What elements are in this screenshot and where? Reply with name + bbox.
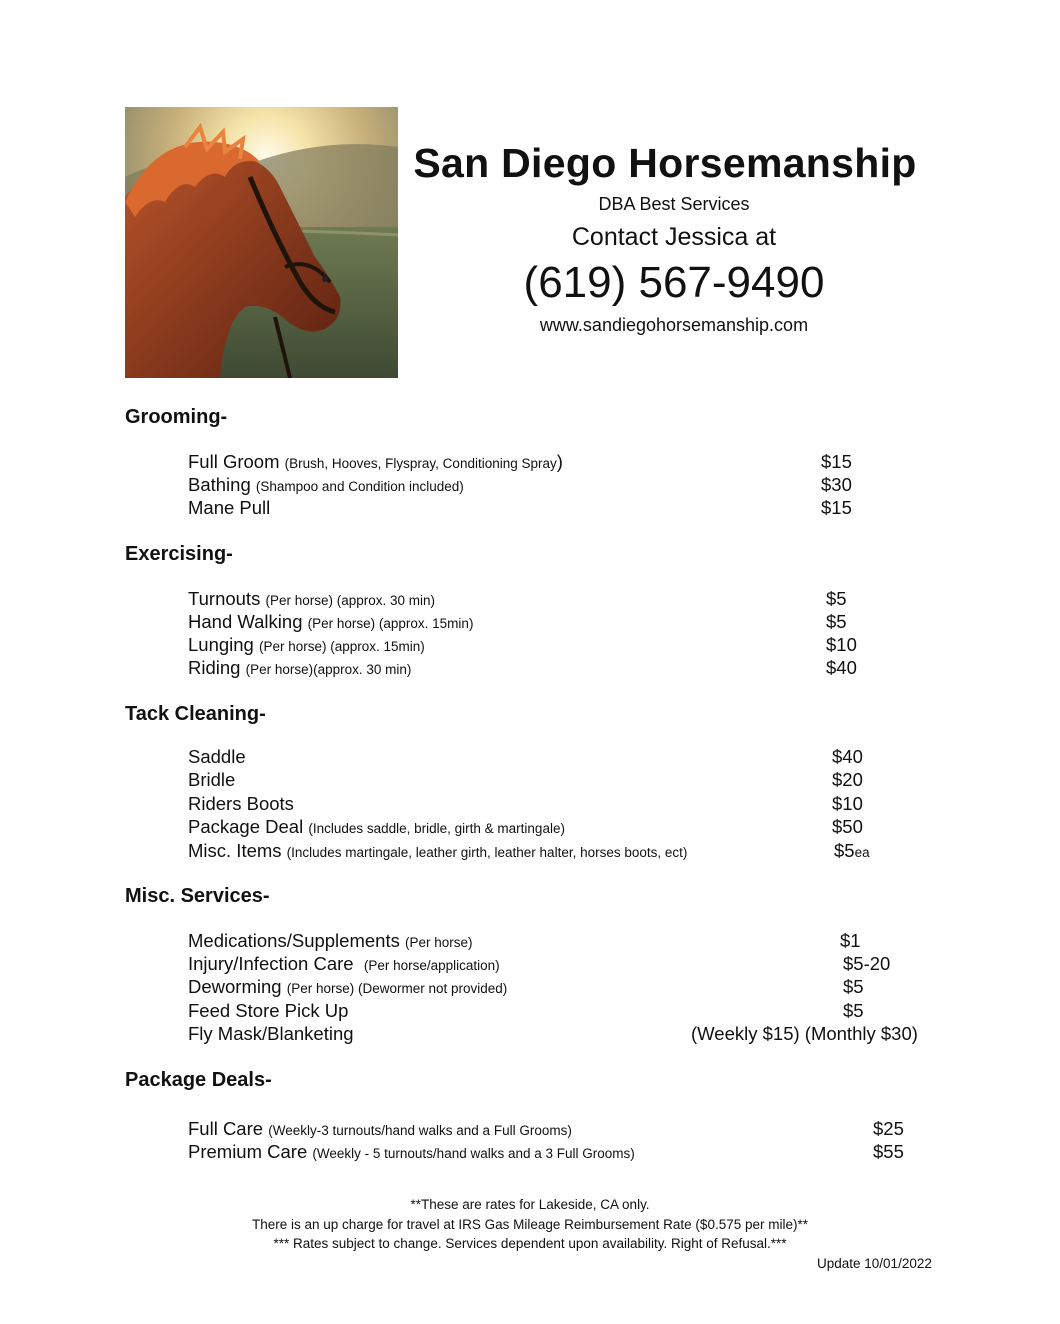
- price-suffix: ea: [854, 845, 870, 860]
- service-note: (Per horse) (approx. 15min): [307, 616, 474, 631]
- service-name: Full Care: [188, 1118, 264, 1139]
- service-note: (Brush, Hooves, Flyspray, Conditioning Spray: [284, 456, 557, 471]
- service-price: $15: [821, 497, 852, 518]
- service-price: $5: [843, 976, 864, 997]
- service-item: [188, 1000, 348, 1022]
- service-note: (Includes saddle, bridle, girth & martingale): [308, 821, 565, 836]
- service-item: [188, 840, 687, 862]
- service-note: (Per horse) (approx. 15min): [258, 639, 425, 654]
- footer-note-location: **These are rates for Lakeside, CA only.: [410, 1197, 650, 1212]
- service-price: $1: [840, 930, 861, 951]
- service-note: (Weekly - 5 turnouts/hand walks and a 3 Full Grooms): [312, 1146, 635, 1161]
- service-price: $5-20: [843, 953, 891, 974]
- service-price: (Weekly $15) (Monthly $30): [691, 1023, 918, 1044]
- service-note: (Per horse): [404, 935, 473, 950]
- service-note-end: ): [556, 451, 563, 472]
- service-price: $40: [826, 657, 857, 678]
- service-price: $20: [832, 769, 863, 790]
- contact-line: Contact Jessica at: [571, 223, 777, 251]
- service-item: [188, 497, 270, 519]
- service-item: [188, 953, 500, 975]
- service-item: [188, 769, 235, 791]
- footer-note-travel: There is an up charge for travel at IRS Gas Mileage Reimbursement Rate ($0.575 per mile)**: [251, 1217, 808, 1232]
- service-name: Medications/Supplements: [188, 930, 400, 951]
- service-price: $10: [826, 634, 857, 655]
- service-name: Bathing: [188, 474, 251, 495]
- service-item: [188, 976, 507, 998]
- service-item: [188, 930, 473, 952]
- service-name: Fly Mask/Blanketing: [188, 1023, 354, 1044]
- service-name: Turnouts: [188, 588, 261, 609]
- service-item: [188, 793, 294, 815]
- service-name: Riders Boots: [188, 793, 294, 814]
- price-value: $5: [834, 840, 855, 861]
- section-heading-misc-services: Misc. Services-: [125, 885, 270, 907]
- section-heading-grooming: Grooming-: [125, 406, 228, 428]
- service-name: Mane Pull: [188, 497, 271, 518]
- service-item: [188, 1118, 572, 1140]
- service-note: (Per horse)(approx. 30 min): [245, 662, 412, 677]
- service-item: [188, 474, 464, 496]
- service-name: Hand Walking: [188, 611, 303, 632]
- service-name: Premium Care: [188, 1141, 308, 1162]
- dba-line: DBA Best Services: [598, 194, 750, 214]
- service-item: [188, 816, 565, 838]
- service-note: (Per horse) (approx. 30 min): [265, 593, 436, 608]
- service-price: $15: [821, 451, 852, 472]
- service-price: $50: [832, 816, 863, 837]
- service-item: [188, 451, 563, 473]
- service-price: $10: [832, 793, 863, 814]
- service-name: Full Groom: [188, 451, 280, 472]
- service-price: $30: [821, 474, 852, 495]
- service-name: Bridle: [188, 769, 236, 790]
- service-price: $40: [832, 746, 863, 767]
- service-item: [188, 1023, 354, 1045]
- business-name: San Diego Horsemanship: [413, 140, 917, 186]
- service-price: $55: [873, 1141, 904, 1162]
- service-note: (Shampoo and Condition included): [255, 479, 464, 494]
- phone-number[interactable]: (619) 567-9490: [523, 258, 825, 307]
- service-item: [188, 657, 411, 679]
- service-price: $5: [826, 588, 847, 609]
- service-note: (Per horse/application): [363, 958, 500, 973]
- horse-photo: [125, 107, 398, 378]
- service-item: [188, 611, 473, 633]
- service-name: Injury/Infection Care: [188, 953, 354, 974]
- service-note: (Per horse) (Dewormer not provided): [286, 981, 508, 996]
- service-name: Package Deal: [188, 816, 304, 837]
- service-name: Deworming: [188, 976, 282, 997]
- service-item: [188, 634, 425, 656]
- service-note: (Includes martingale, leather girth, leather halter, horses boots, ect): [286, 845, 688, 860]
- service-price: $5: [826, 611, 847, 632]
- service-name: Feed Store Pick Up: [188, 1000, 349, 1021]
- service-name: Riding: [188, 657, 241, 678]
- service-item: [188, 1141, 635, 1163]
- website-link[interactable]: www.sandiegohorsemanship.com: [539, 315, 809, 335]
- service-note: (Weekly-3 turnouts/hand walks and a Full Grooms): [268, 1123, 572, 1138]
- service-item: [188, 588, 435, 610]
- section-heading-tack-cleaning: Tack Cleaning-: [125, 703, 266, 725]
- update-date: Update 10/01/2022: [817, 1256, 932, 1271]
- service-price: $5: [843, 1000, 864, 1021]
- section-heading-exercising: Exercising-: [125, 543, 233, 565]
- footer-note-disclaimer: *** Rates subject to change. Services dependent upon availability. Right of Refusal.***: [273, 1236, 787, 1251]
- service-name: Misc. Items: [188, 840, 282, 861]
- service-item: [188, 746, 246, 768]
- service-price: $25: [873, 1118, 904, 1139]
- service-price: [834, 840, 870, 862]
- service-name: Lunging: [188, 634, 254, 655]
- section-heading-package-deals: Package Deals-: [125, 1069, 272, 1091]
- service-name: Saddle: [188, 746, 246, 767]
